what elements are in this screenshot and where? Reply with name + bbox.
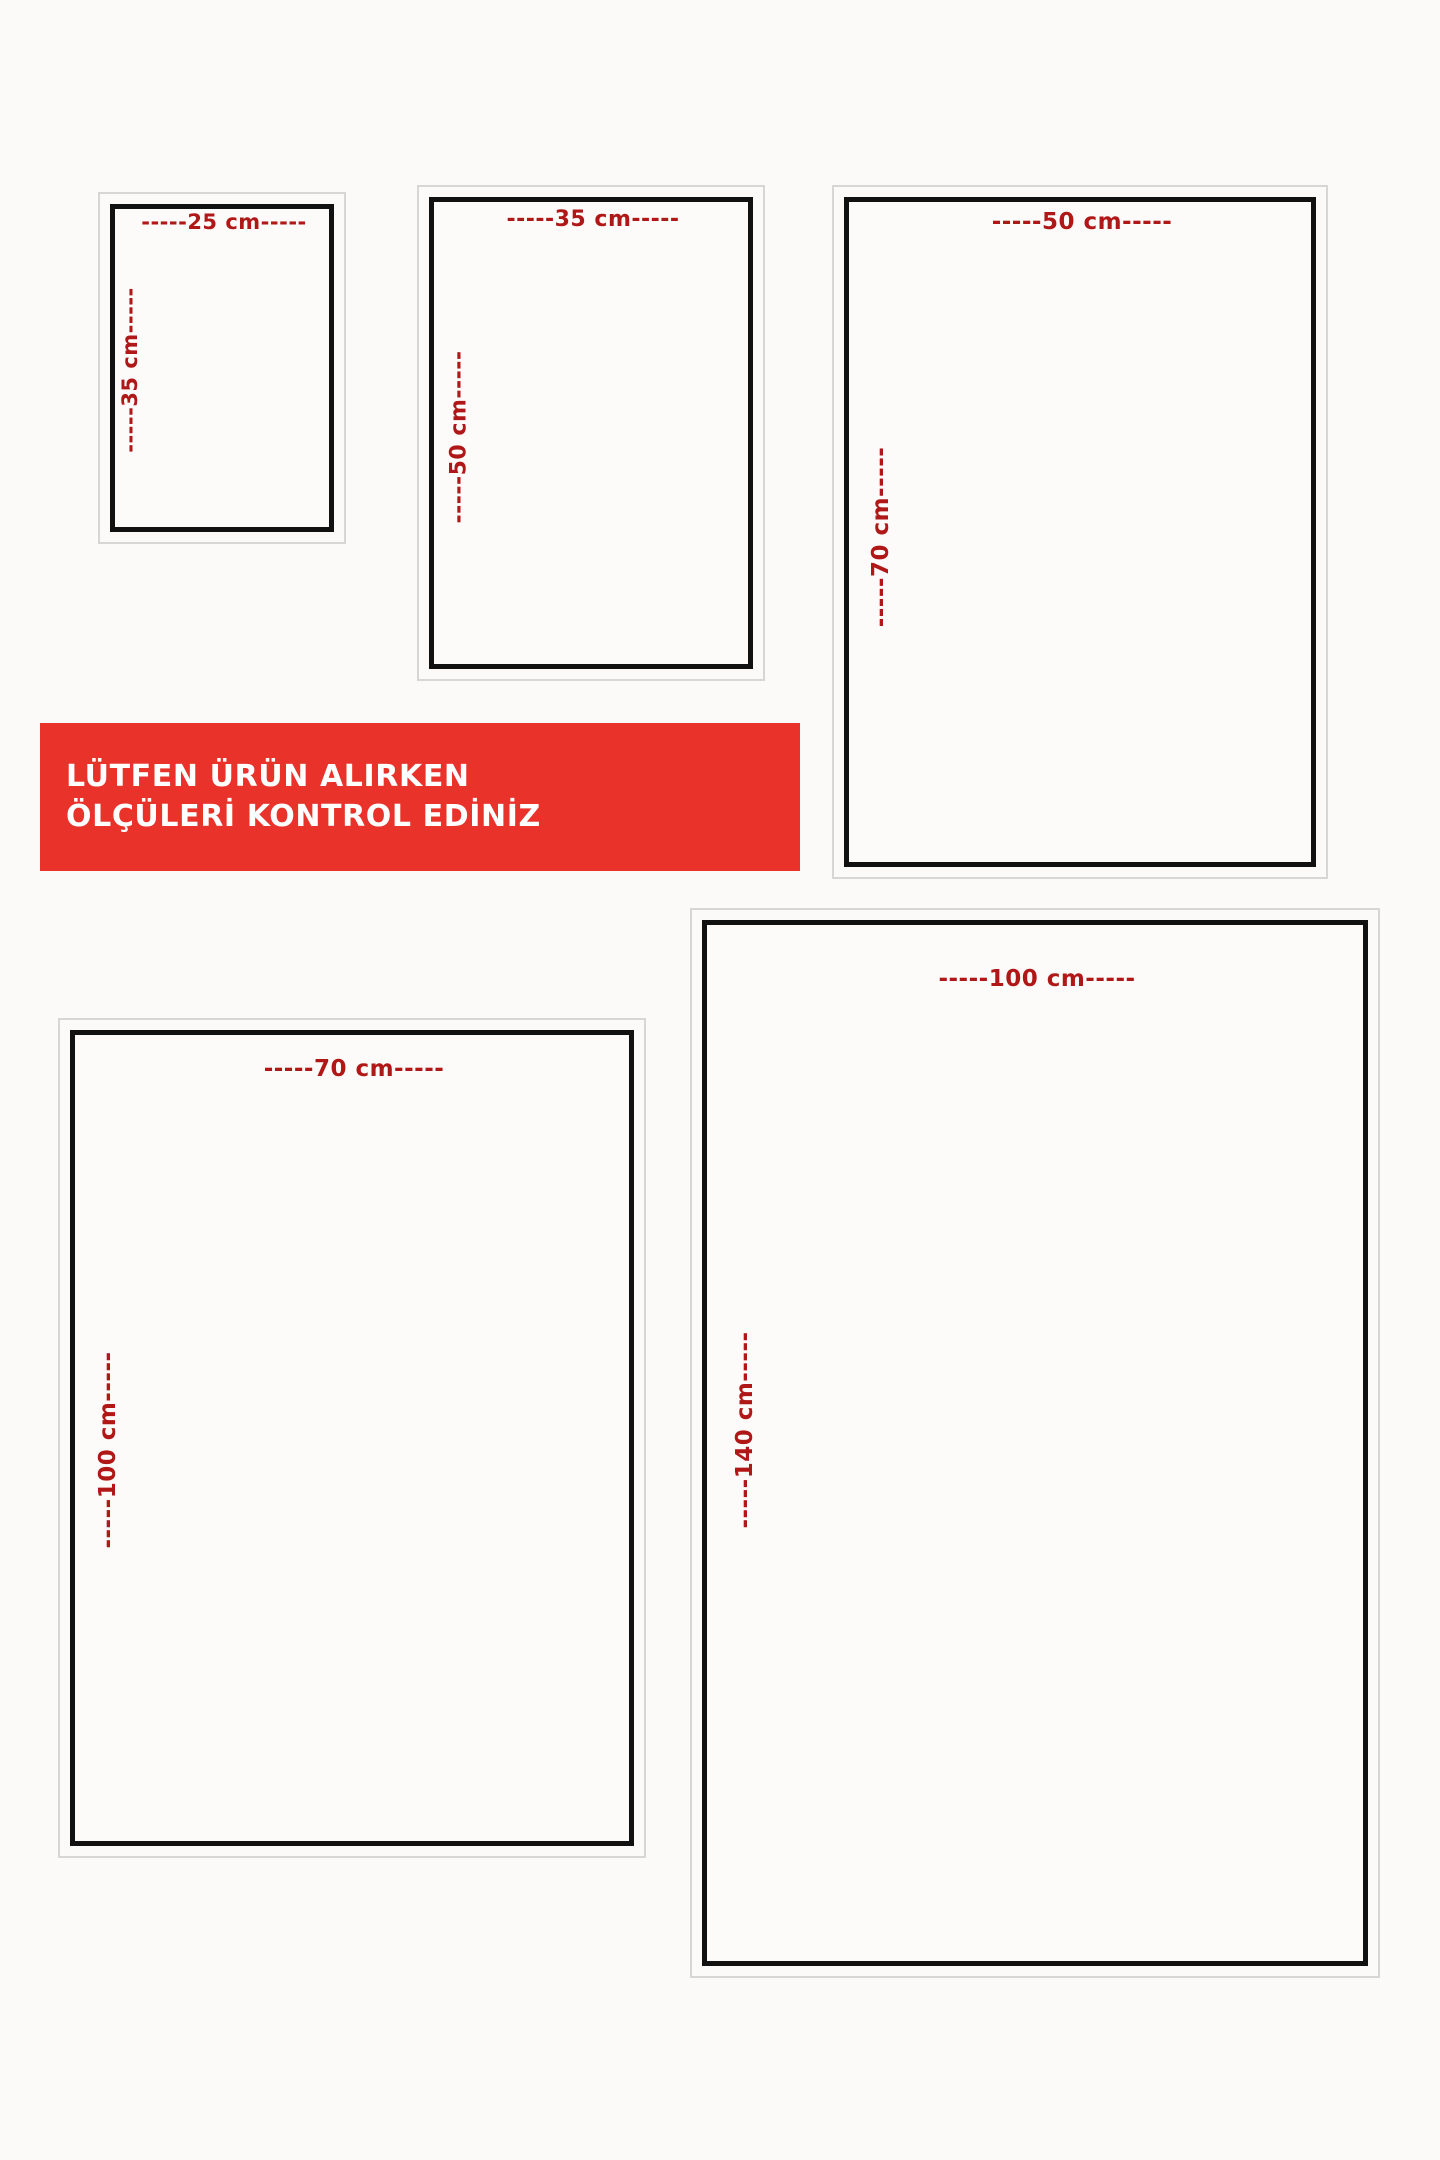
warning-banner-line-1: LÜTFEN ÜRÜN ALIRKEN bbox=[66, 759, 470, 795]
warning-banner bbox=[40, 723, 800, 871]
frame-70x100 bbox=[58, 1018, 646, 1858]
frame-inner-100x140 bbox=[702, 920, 1368, 1966]
dim-width-50: -----50 cm----- bbox=[991, 209, 1173, 235]
dim-width-70: -----70 cm----- bbox=[263, 1056, 445, 1082]
frame-35x50 bbox=[417, 185, 765, 681]
frame-50x70 bbox=[832, 185, 1328, 879]
warning-banner-line-2: ÖLÇÜLERİ KONTROL EDİNİZ bbox=[66, 799, 541, 834]
dim-width-100: -----100 cm----- bbox=[938, 966, 1136, 992]
frame-inner-35x50 bbox=[429, 197, 753, 669]
dim-height-70: -----70 cm----- bbox=[868, 446, 894, 628]
frame-inner-70x100 bbox=[70, 1030, 634, 1846]
dim-height-140: -----140 cm----- bbox=[732, 1331, 758, 1529]
frame-inner-25x35 bbox=[110, 204, 334, 532]
frame-100x140 bbox=[690, 908, 1380, 1978]
dim-width-35: -----35 cm----- bbox=[506, 207, 680, 232]
frame-inner-50x70 bbox=[844, 197, 1316, 867]
dim-width-25: -----25 cm----- bbox=[141, 210, 307, 234]
dim-height-35: -----35 cm----- bbox=[118, 287, 142, 453]
dim-height-100: -----100 cm----- bbox=[95, 1351, 121, 1549]
dim-height-50: -----50 cm----- bbox=[446, 350, 472, 524]
frame-25x35 bbox=[98, 192, 346, 544]
